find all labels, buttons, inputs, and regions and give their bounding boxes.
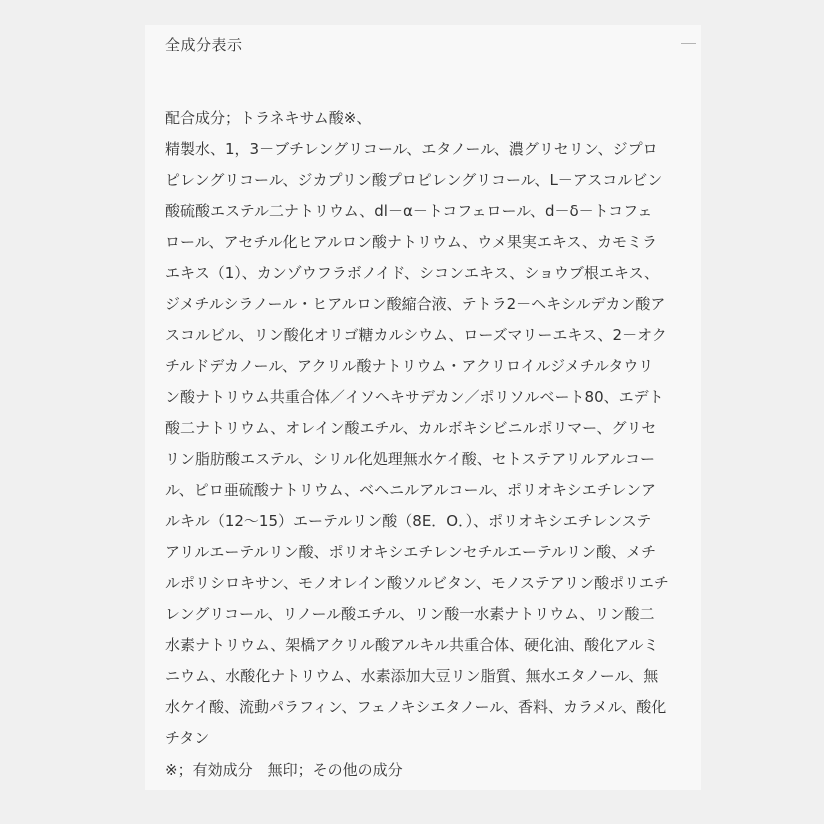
panel-header[interactable] bbox=[145, 25, 701, 65]
ingredients-panel bbox=[145, 25, 701, 790]
ingredient-line: チタン bbox=[165, 729, 210, 747]
panel-title: 全成分表示 bbox=[165, 36, 243, 54]
ingredient-line: 水素ナトリウム、架橋アクリル酸アルキル共重合体、硬化油、酸化アルミ bbox=[165, 636, 659, 654]
ingredient-line: ロール、アセチル化ヒアルロン酸ナトリウム、ウメ果実エキス、カモミラ bbox=[165, 233, 658, 251]
ingredient-line: ルポリシロキサン、モノオレイン酸ソルビタン、モノステアリン酸ポリエチ bbox=[165, 574, 669, 592]
ingredients-list bbox=[165, 103, 689, 754]
ingredient-line: 配合成分；トラネキサム酸※、 bbox=[165, 109, 372, 127]
ingredient-line: 水ケイ酸、流動パラフィン、フェノキシエタノール、香料、カラメル、酸化 bbox=[165, 698, 667, 716]
minus-icon bbox=[681, 43, 696, 44]
ingredient-line: ジメチルシラノール・ヒアルロン酸縮合液、テトラ2－ヘキシルデカン酸ア bbox=[165, 295, 666, 313]
ingredient-line: 精製水、1，3－ブチレングリコール、エタノール、濃グリセリン、ジプロ bbox=[165, 140, 658, 158]
ingredient-line: エキス（1）、カンゾウフラボノイド、シコンエキス、ショウブ根エキス、 bbox=[165, 264, 660, 282]
ingredient-line: ピレングリコール、ジカプリン酸プロピレングリコール、L－アスコルビン bbox=[165, 171, 663, 189]
ingredient-line: ン酸ナトリウム共重合体／イソヘキサデカン／ポリソルベート80、エデト bbox=[165, 388, 664, 406]
ingredient-line: 酸硫酸エステル二ナトリウム、dl－α－トコフェロール、d－δ－トコフェ bbox=[165, 202, 653, 220]
ingredient-line: チルドデカノール、アクリル酸ナトリウム・アクリロイルジメチルタウリ bbox=[165, 357, 654, 375]
ingredient-line: スコルビル、リン酸化オリゴ糖カルシウム、ローズマリーエキス、2－オク bbox=[165, 326, 667, 344]
ingredient-line: ルキル（12～15）エーテルリン酸（8E．O．）、ポリオキシエチレンステ bbox=[165, 512, 652, 530]
ingredient-line: ニウム、水酸化ナトリウム、水素添加大豆リン脂質、無水エタノール、無 bbox=[165, 667, 659, 685]
footnote: ※；有効成分 無印；その他の成分 bbox=[165, 761, 403, 779]
ingredient-line: レングリコール、リノール酸エチル、リン酸一水素ナトリウム、リン酸二 bbox=[165, 605, 655, 623]
ingredient-line: 酸二ナトリウム、オレイン酸エチル、カルボキシビニルポリマー、グリセ bbox=[165, 419, 657, 437]
ingredient-line: ル、ピロ亜硫酸ナトリウム、ベヘニルアルコール、ポリオキシエチレンア bbox=[165, 481, 657, 499]
ingredient-line: リン脂肪酸エステル、シリル化処理無水ケイ酸、セトステアリルアルコー bbox=[165, 450, 656, 468]
collapse-button[interactable] bbox=[673, 31, 701, 57]
ingredient-line: アリルエーテルリン酸、ポリオキシエチレンセチルエーテルリン酸、メチ bbox=[165, 543, 657, 561]
